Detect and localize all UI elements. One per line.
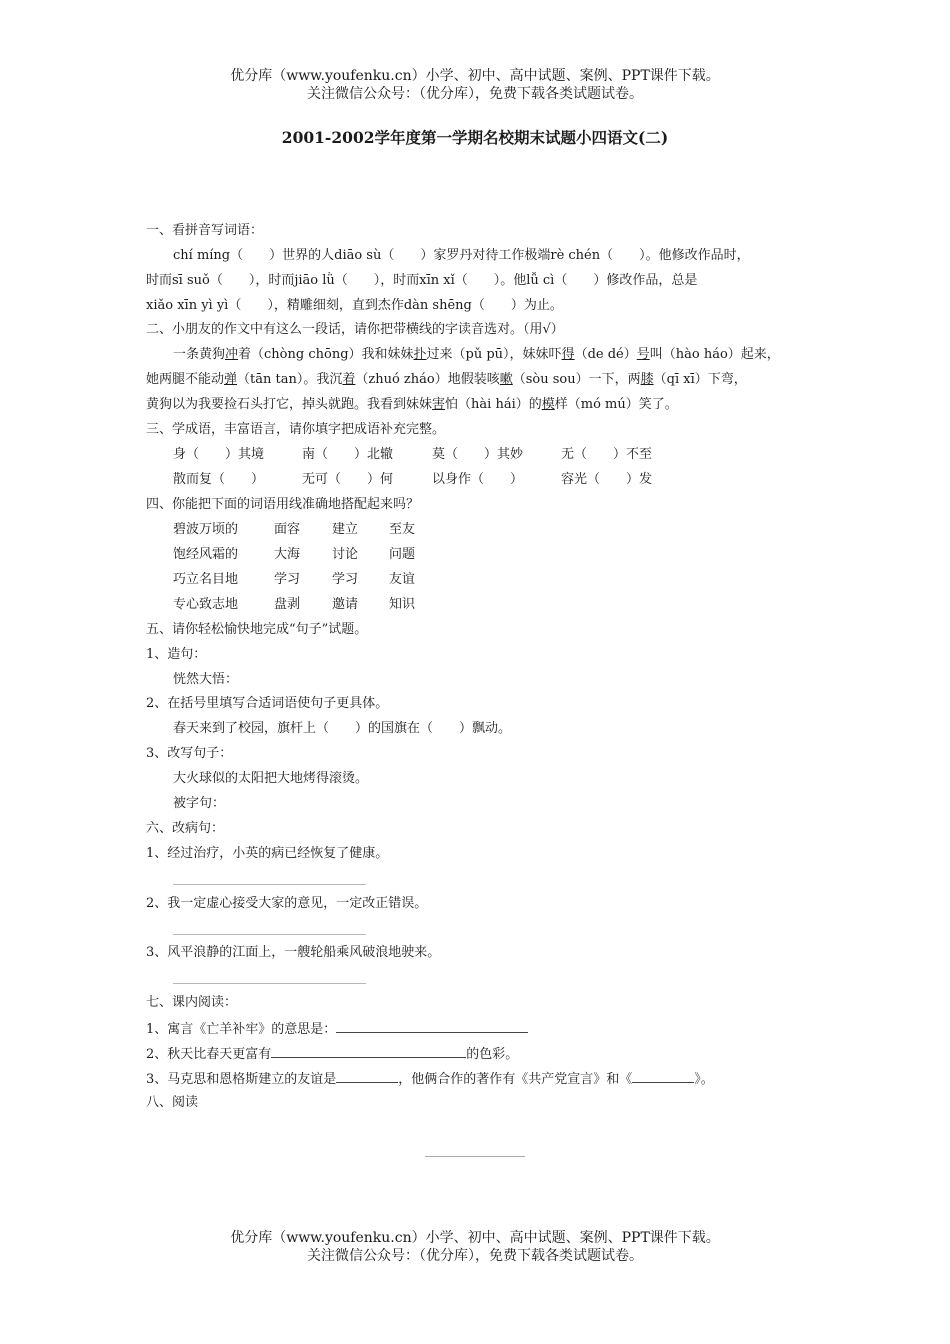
match-word: 饱经风霜的 <box>173 547 239 562</box>
text: 叫（hào háo）起来， <box>649 347 780 362</box>
section-2-heading: 二、小朋友的作文中有这么一段话，请你把带横线的字读音选对。（用√） <box>146 322 564 337</box>
text: （sòu sou）一下，两 <box>512 372 641 387</box>
section-3-heading: 三、学成语，丰富语言，请你填字把成语补充完整。 <box>146 422 446 437</box>
s5-question-1: 1、造句： <box>146 647 207 662</box>
underlined-char: 模 <box>541 397 555 412</box>
idiom-item: 以身作（ ） <box>432 472 524 487</box>
match-word: 友谊 <box>389 572 416 587</box>
underlined-char: 害 <box>432 397 446 412</box>
match-word: 至友 <box>389 522 416 537</box>
s7-question-2 <box>146 1044 518 1064</box>
s6-question-1: 1、经过治疗，小英的病已经恢复了健康。 <box>146 846 389 861</box>
text: （tān tan）。我沉 <box>237 372 343 387</box>
s5-question-2-item: 春天来到了校园，旗杆上（ ）的国旗在（ ）飘动。 <box>173 721 512 736</box>
text: （zhuó zháo）地假装咳 <box>355 372 500 387</box>
answer-line <box>173 983 366 984</box>
blank-line <box>271 1044 466 1058</box>
s5-question-3-sub: 被字句： <box>173 796 226 811</box>
text: 3、马克思和恩格斯建立的友谊是 <box>146 1072 337 1087</box>
match-word: 知识 <box>389 597 416 612</box>
section-4-heading: 四、你能把下面的词语用线准确地搭配起来吗？ <box>146 497 420 512</box>
s2-line-1 <box>173 346 780 364</box>
match-word: 巧立名目地 <box>173 572 239 587</box>
s2-line-3 <box>146 396 678 414</box>
text: 样（mó mú）笑了。 <box>554 397 678 412</box>
match-word: 学习 <box>274 572 301 587</box>
match-word: 邀请 <box>332 597 359 612</box>
match-word: 讨论 <box>332 547 359 562</box>
idiom-item: 散而复（ ） <box>173 472 265 487</box>
text: 2、秋天比春天更富有 <box>146 1047 272 1062</box>
text: 一条黄狗 <box>173 347 226 362</box>
section-8-heading: 八、阅读 <box>146 1095 199 1110</box>
page-title: 2001-2002学年度第一学期名校期末试题小四语文(二) <box>281 128 669 147</box>
idiom-item: 无（ ）不至 <box>561 447 653 462</box>
page-separator <box>425 1156 525 1157</box>
match-word: 学习 <box>332 572 359 587</box>
underlined-char: 弹 <box>224 372 238 387</box>
s1-line-3: xiǎo xīn yì yì（ ），精雕细刻，直到杰作dàn shēng（ ）为止。 <box>146 298 563 313</box>
match-word: 专心致志地 <box>173 597 239 612</box>
section-1-heading: 一、看拼音写词语： <box>146 223 264 238</box>
section-5-heading: 五、请你轻松愉快地完成“句子”试题。 <box>146 622 368 637</box>
text: 怕（hài hái）的 <box>445 397 542 412</box>
text: 1、寓言《亡羊补牢》的意思是： <box>146 1022 337 1037</box>
text: 黄狗以为我要捡石头打它，掉头就跑。我看到妹妹 <box>146 397 433 412</box>
text: ，他俩合作的著作有《共产党宣言》和《 <box>398 1072 633 1087</box>
s5-question-2: 2、在括号里填写合适词语使句子更具体。 <box>146 696 389 711</box>
underlined-char: 嗽 <box>499 372 513 387</box>
blank-line <box>632 1069 694 1083</box>
match-word: 问题 <box>389 547 416 562</box>
section-7-heading: 七、课内阅读： <box>146 995 238 1010</box>
match-word: 面容 <box>274 522 301 537</box>
text: （qī xī）下弯， <box>653 372 747 387</box>
footer-line-2: 关注微信公众号：（优分库），免费下载各类试题试卷。 <box>307 1248 643 1264</box>
idiom-item: 莫（ ）其妙 <box>432 447 524 462</box>
s1-line-1: chí míng（ ）世界的人diāo sù（ ）家罗丹对待工作极端rè chén（ ）。他修改作品时， <box>173 248 750 263</box>
text: 她两腿不能动 <box>146 372 225 387</box>
text: 过来（pǔ pū），妹妹吓 <box>426 347 562 362</box>
header-line-2: 关注微信公众号：（优分库），免费下载各类试题试卷。 <box>307 86 643 102</box>
text: 着（chòng chōng）我和妹妹 <box>238 347 414 362</box>
s5-question-1-item: 恍然大悟： <box>173 672 239 687</box>
answer-line <box>173 934 366 935</box>
underlined-char: 冲 <box>225 347 239 362</box>
header-line-1: 优分库（www.youfenku.cn）小学、初中、高中试题、案例、PPT课件下载。 <box>230 68 720 84</box>
s1-line-2: 时而sī suǒ（ ），时而jiāo lǜ（ ），时而xīn xǐ（ ）。他lǚ cì（ ）修改作品，总是 <box>146 273 698 288</box>
idiom-item: 身（ ）其境 <box>173 447 265 462</box>
s7-question-1 <box>146 1019 528 1039</box>
s5-question-3: 3、改写句子： <box>146 746 233 761</box>
idiom-item: 南（ ）北辙 <box>302 447 394 462</box>
text: 的色彩。 <box>466 1047 519 1062</box>
answer-line <box>173 884 366 885</box>
idiom-item: 无可（ ）何 <box>302 472 394 487</box>
match-word: 盘剥 <box>274 597 301 612</box>
s2-line-2 <box>146 371 747 389</box>
blank-line <box>336 1019 528 1033</box>
text: （de dé） <box>574 347 637 362</box>
s6-question-3: 3、风平浪静的江面上，一艘轮船乘风破浪地驶来。 <box>146 945 441 960</box>
footer-line-1: 优分库（www.youfenku.cn）小学、初中、高中试题、案例、PPT课件下载。 <box>230 1230 720 1246</box>
underlined-char: 膝 <box>640 372 654 387</box>
match-word: 大海 <box>274 547 301 562</box>
section-6-heading: 六、改病句： <box>146 821 225 836</box>
match-word: 碧波万顷的 <box>173 522 239 537</box>
text: 》。 <box>694 1072 714 1087</box>
match-word: 建立 <box>332 522 359 537</box>
underlined-char: 得 <box>561 347 575 362</box>
s6-question-2: 2、我一定虚心接受大家的意见，一定改正错误。 <box>146 896 428 911</box>
underlined-char: 号 <box>636 347 650 362</box>
underlined-char: 扑 <box>413 347 427 362</box>
idiom-item: 容光（ ）发 <box>561 472 653 487</box>
s7-question-3 <box>146 1069 714 1089</box>
blank-line <box>336 1069 398 1083</box>
underlined-char: 着 <box>342 372 356 387</box>
s5-question-3-item: 大火球似的太阳把大地烤得滚烫。 <box>173 771 369 786</box>
